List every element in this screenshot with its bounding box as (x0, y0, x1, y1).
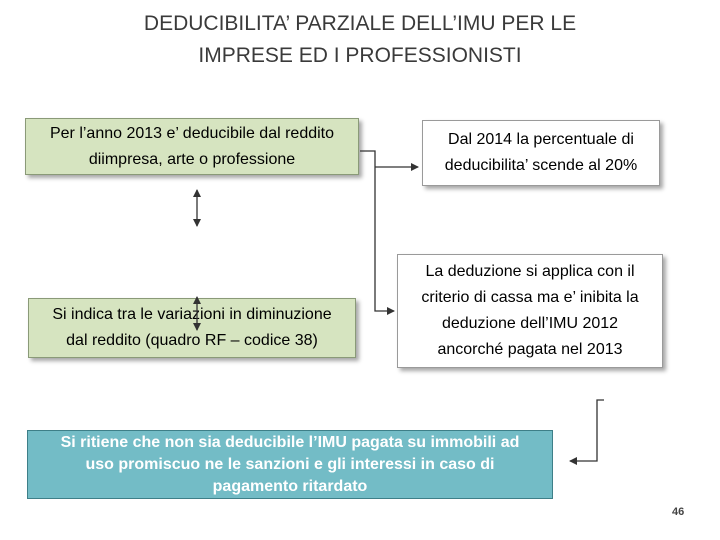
box-deducibile-2013-line-1: Per l’anno 2013 e’ deducibile dal reddito (49, 124, 335, 142)
box-criterio-cassa-line-1: La deduzione si applica con il (425, 263, 635, 280)
box-deducibile-2013-line-2: diimpresa, arte o professione (88, 150, 296, 168)
page-number: 46 (672, 506, 685, 518)
elbow-connector-right (360, 151, 418, 311)
slide-title-line-1: DEDUCIBILITA’ PARZIALE DELL’IMU PER LE (143, 12, 577, 35)
box-criterio-cassa-line-2: criterio di cassa ma e’ inibita la (421, 289, 639, 306)
box-criterio-cassa-line-4: ancorché pagata nel 2013 (437, 341, 623, 358)
box-non-deducibile-line-1: Si ritiene che non sia deducibile l’IMU pagata su immobili ad (60, 433, 520, 451)
box-percentuale-2014-line-2: deducibilita’ scende al 20% (444, 157, 638, 174)
box-criterio-cassa-line-3: deduzione dell’IMU 2012 (441, 315, 619, 332)
box-variazioni-line-1: Si indica tra le variazioni in diminuzione (52, 306, 332, 323)
box-non-deducibile-line-2: uso promiscuo ne le sanzioni e gli interessi in caso di (85, 455, 495, 473)
box-variazioni-line-2: dal reddito (quadro RF – codice 38) (66, 332, 318, 349)
elbow-arrow-bottom (570, 400, 604, 461)
slide-title-line-2: IMPRESE ED I PROFESSIONISTI (198, 44, 522, 67)
box-percentuale-2014-line-1: Dal 2014 la percentuale di (448, 131, 634, 148)
box-non-deducibile-line-3: pagamento ritardato (212, 477, 368, 495)
